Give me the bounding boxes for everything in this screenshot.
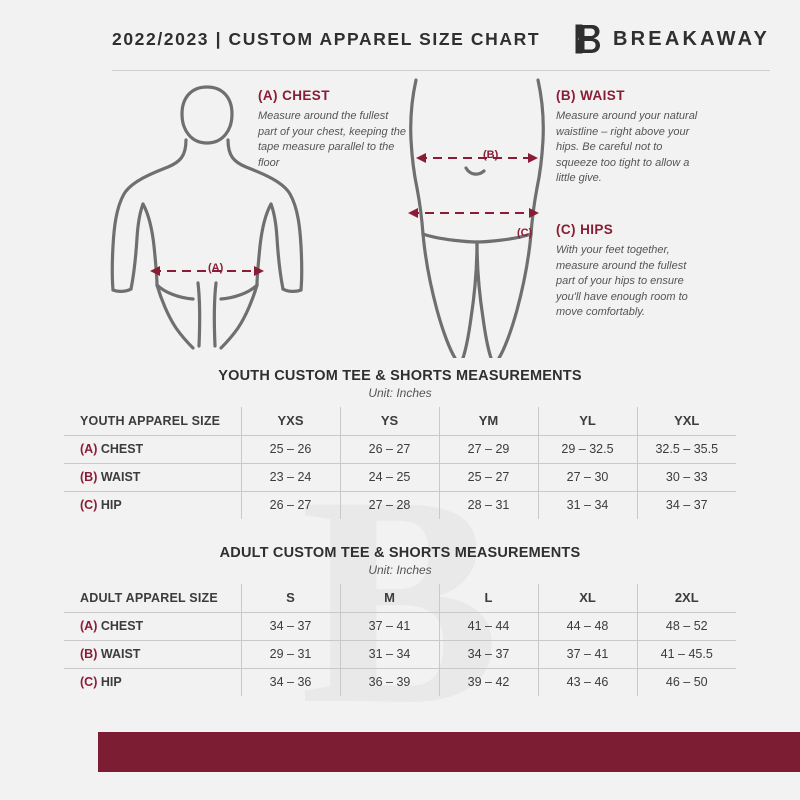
adult-size-table	[64, 584, 736, 696]
table-row	[64, 491, 736, 519]
youth-cell-1-1: 24 – 25	[340, 463, 439, 491]
youth-row-tag-1: (B)	[80, 470, 98, 484]
adult-cell-0-0: 34 – 37	[241, 612, 340, 640]
youth-cell-0-4: 32.5 – 35.5	[637, 435, 736, 463]
adult-table-unit: Unit: Inches	[368, 563, 432, 577]
note-waist	[556, 88, 706, 187]
adult-size-col-0: S	[241, 584, 340, 612]
adult-size-col-3: XL	[538, 584, 637, 612]
adult-cell-2-2: 39 – 42	[439, 668, 538, 696]
note-chest-title: (A) CHEST	[258, 88, 330, 103]
adult-row-tag-0: (A)	[80, 619, 98, 633]
adult-row-text-2: HIP	[97, 675, 122, 690]
youth-size-col-2: YM	[439, 407, 538, 435]
youth-cell-2-0: 26 – 27	[241, 491, 340, 519]
adult-cell-2-3: 43 – 46	[538, 668, 637, 696]
brand-name: BREAKAWAY	[613, 27, 770, 50]
youth-table-block	[0, 368, 800, 519]
adult-table-block	[0, 545, 800, 696]
adult-row-text-1: WAIST	[97, 647, 141, 661]
adult-row-tag-2: (C)	[80, 675, 98, 690]
adult-row-label-2	[64, 668, 241, 696]
adult-cell-2-0: 34 – 36	[241, 668, 340, 696]
note-hips-body: With your feet together, measure around the fullest part of your hips to ensure you'll have enough room to move comfortably.	[556, 244, 688, 319]
adult-cell-0-1: 37 – 41	[340, 612, 439, 640]
adult-cell-1-4: 41 – 45.5	[637, 640, 736, 668]
adult-cell-2-4: 46 – 50	[637, 668, 736, 696]
adult-cell-0-2: 41 – 44	[439, 612, 538, 640]
youth-cell-2-2: 28 – 31	[439, 491, 538, 519]
youth-header-label: YOUTH APPAREL SIZE	[64, 407, 241, 435]
youth-cell-0-0: 25 – 26	[241, 435, 340, 463]
table-header-row	[64, 584, 736, 612]
youth-cell-2-1: 27 – 28	[340, 491, 439, 519]
adult-row-label-1	[64, 640, 241, 668]
youth-cell-2-4: 34 – 37	[637, 491, 736, 519]
marker-c: (C)	[517, 227, 533, 239]
youth-row-label-0	[64, 435, 241, 463]
adult-row-text-0: CHEST	[97, 619, 144, 633]
adult-cell-0-3: 44 – 48	[538, 612, 637, 640]
adult-size-col-4: 2XL	[637, 584, 736, 612]
adult-size-col-2: L	[439, 584, 538, 612]
note-waist-body: Measure around your natural waistline – right above your hips. Be careful not to squeeze too tight to allow a little give.	[556, 110, 698, 185]
adult-table-title: ADULT CUSTOM TEE & SHORTS MEASUREMENTS	[219, 545, 581, 561]
page-title: 2022/2023 | CUSTOM APPAREL SIZE CHART	[112, 28, 541, 49]
adult-cell-1-1: 31 – 34	[340, 640, 439, 668]
table-header-row	[64, 407, 736, 435]
adult-cell-1-3: 37 – 41	[538, 640, 637, 668]
youth-cell-2-3: 31 – 34	[538, 491, 637, 519]
marker-b: (B)	[483, 149, 499, 161]
youth-cell-1-2: 25 – 27	[439, 463, 538, 491]
youth-cell-0-2: 27 – 29	[439, 435, 538, 463]
youth-size-col-1: YS	[340, 407, 439, 435]
youth-cell-0-3: 29 – 32.5	[538, 435, 637, 463]
marker-a: (A)	[208, 262, 224, 274]
table-row	[64, 435, 736, 463]
youth-row-text-1: WAIST	[97, 470, 141, 484]
youth-row-label-1	[64, 463, 241, 491]
brand-lockup	[575, 24, 770, 54]
youth-row-text-2: HIP	[97, 498, 122, 513]
table-row	[64, 463, 736, 491]
adult-row-tag-1: (B)	[80, 647, 98, 661]
youth-cell-1-0: 23 – 24	[241, 463, 340, 491]
adult-row-label-0	[64, 612, 241, 640]
youth-row-tag-2: (C)	[80, 498, 98, 513]
youth-size-col-3: YL	[538, 407, 637, 435]
youth-table-title: YOUTH CUSTOM TEE & SHORTS MEASUREMENTS	[218, 368, 582, 384]
youth-cell-1-4: 30 – 33	[637, 463, 736, 491]
page-header	[0, 0, 800, 78]
table-row	[64, 640, 736, 668]
youth-cell-0-1: 26 – 27	[340, 435, 439, 463]
table-row	[64, 668, 736, 696]
measurement-illustration	[0, 78, 800, 358]
note-hips	[556, 222, 708, 321]
youth-cell-1-3: 27 – 30	[538, 463, 637, 491]
note-hips-title: (C) HIPS	[556, 222, 614, 237]
youth-row-tag-0: (A)	[80, 442, 98, 456]
footer-accent-bar	[98, 732, 800, 772]
youth-size-col-0: YXS	[241, 407, 340, 435]
note-chest-body: Measure around the fullest part of your chest, keeping the tape measure parallel to the floor	[258, 110, 406, 169]
adult-cell-1-0: 29 – 31	[241, 640, 340, 668]
note-waist-title: (B) WAIST	[556, 88, 625, 103]
adult-cell-2-1: 36 – 39	[340, 668, 439, 696]
adult-cell-1-2: 34 – 37	[439, 640, 538, 668]
adult-header-label: ADULT APPAREL SIZE	[64, 584, 241, 612]
header-divider	[112, 70, 770, 71]
youth-size-table	[64, 407, 736, 519]
adult-cell-0-4: 48 – 52	[637, 612, 736, 640]
breakaway-b-logo-icon	[575, 24, 601, 54]
youth-row-text-0: CHEST	[97, 442, 144, 456]
youth-row-label-2	[64, 491, 241, 519]
adult-size-col-1: M	[340, 584, 439, 612]
note-chest	[258, 88, 408, 171]
youth-size-col-4: YXL	[637, 407, 736, 435]
table-row	[64, 612, 736, 640]
youth-table-unit: Unit: Inches	[368, 386, 432, 400]
